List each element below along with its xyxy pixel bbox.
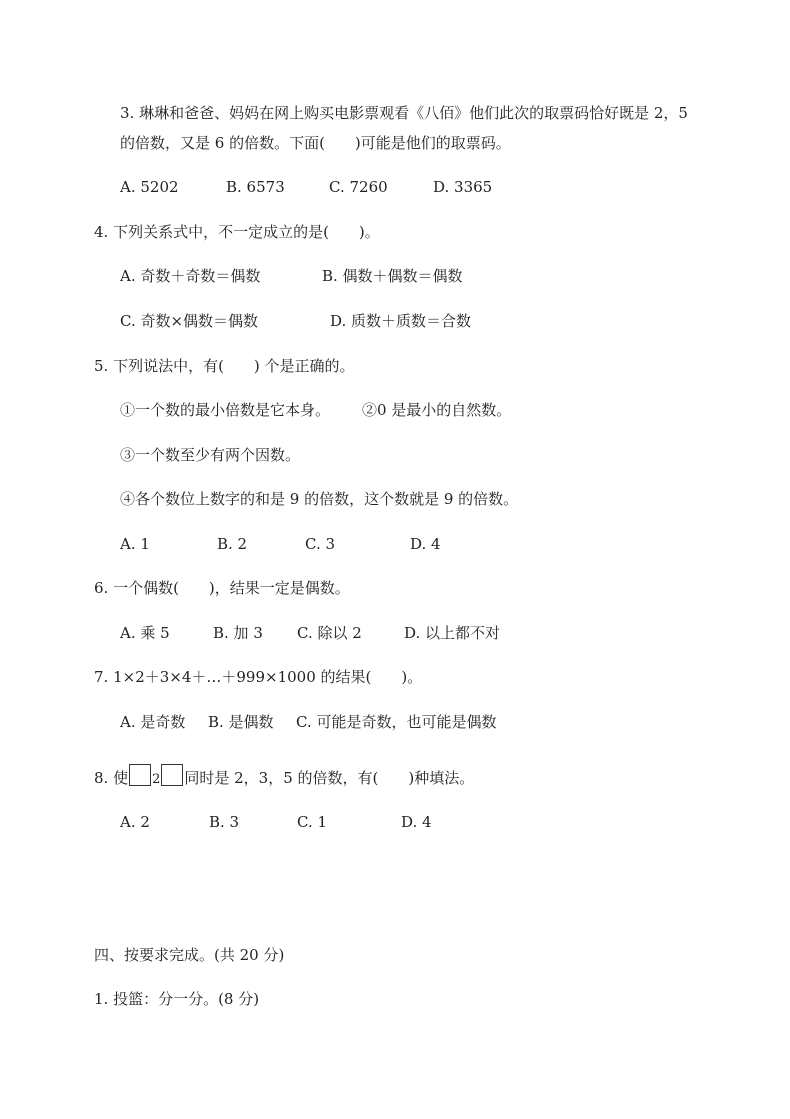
q6-stem: 6. 一个偶数( )，结果一定是偶数。 — [94, 579, 350, 597]
q4-option-a: A. 奇数＋奇数＝偶数 — [120, 267, 261, 285]
q5-statement-4: ④各个数位上数字的和是 9 的倍数，这个数就是 9 的倍数。 — [120, 490, 519, 508]
q5-option-b: B. 2 — [217, 535, 248, 553]
q5-stem: 5. 下列说法中，有( ) 个是正确的。 — [94, 357, 355, 375]
q3-option-b: B. 6573 — [226, 178, 285, 196]
q3-option-a: A. 5202 — [120, 178, 179, 196]
q8-option-c: C. 1 — [297, 813, 328, 831]
q3-option-d: D. 3365 — [433, 178, 493, 196]
q8-option-a: A. 2 — [120, 813, 150, 831]
q7-stem: 7. 1×2＋3×4＋…＋999×1000 的结果( )。 — [94, 668, 423, 686]
section4-q1: 1. 投篮：分一分。(8 分) — [94, 990, 260, 1008]
q6-option-d: D. 以上都不对 — [404, 624, 501, 642]
q6-option-b: B. 加 3 — [213, 624, 263, 642]
q8-suffix: 同时是 2，3，5 的倍数，有( )种填法。 — [184, 769, 475, 787]
q7-option-c: C. 可能是奇数，也可能是偶数 — [296, 713, 497, 731]
q8-option-b: B. 3 — [209, 813, 240, 831]
q7-option-b: B. 是偶数 — [208, 713, 274, 731]
q8-blank-box-2[interactable] — [161, 764, 183, 786]
q7-option-a: A. 是奇数 — [120, 713, 186, 731]
q8-option-d: D. 4 — [401, 813, 432, 831]
q8-stem — [94, 764, 474, 791]
q4-stem: 4. 下列关系式中，不一定成立的是( )。 — [94, 223, 380, 241]
q5-option-d: D. 4 — [410, 535, 441, 553]
q5-statement-1: ①一个数的最小倍数是它本身。 — [120, 401, 331, 419]
section4-title: 四、按要求完成。(共 20 分) — [94, 946, 285, 964]
q8-prefix: 8. 使 — [94, 769, 129, 787]
q4-option-c: C. 奇数×偶数＝偶数 — [120, 312, 259, 330]
q5-statement-2: ②0 是最小的自然数。 — [362, 401, 512, 419]
q5-option-c: C. 3 — [305, 535, 336, 553]
q3-line2: 的倍数，又是 6 的倍数。下面( )可能是他们的取票码。 — [120, 134, 511, 152]
q8-digit: 2 — [152, 772, 161, 787]
q5-option-a: A. 1 — [120, 535, 150, 553]
q4-option-b: B. 偶数＋偶数＝偶数 — [322, 267, 463, 285]
q6-option-a: A. 乘 5 — [120, 624, 170, 642]
q6-option-c: C. 除以 2 — [297, 624, 362, 642]
q5-statement-3: ③一个数至少有两个因数。 — [120, 446, 301, 464]
q3-option-c: C. 7260 — [329, 178, 388, 196]
q4-option-d: D. 质数＋质数＝合数 — [330, 312, 472, 330]
q8-blank-box-1[interactable] — [129, 764, 151, 786]
q3-line1: 3. 琳琳和爸爸、妈妈在网上购买电影票观看《八佰》他们此次的取票码恰好既是 2，5 — [120, 104, 688, 122]
